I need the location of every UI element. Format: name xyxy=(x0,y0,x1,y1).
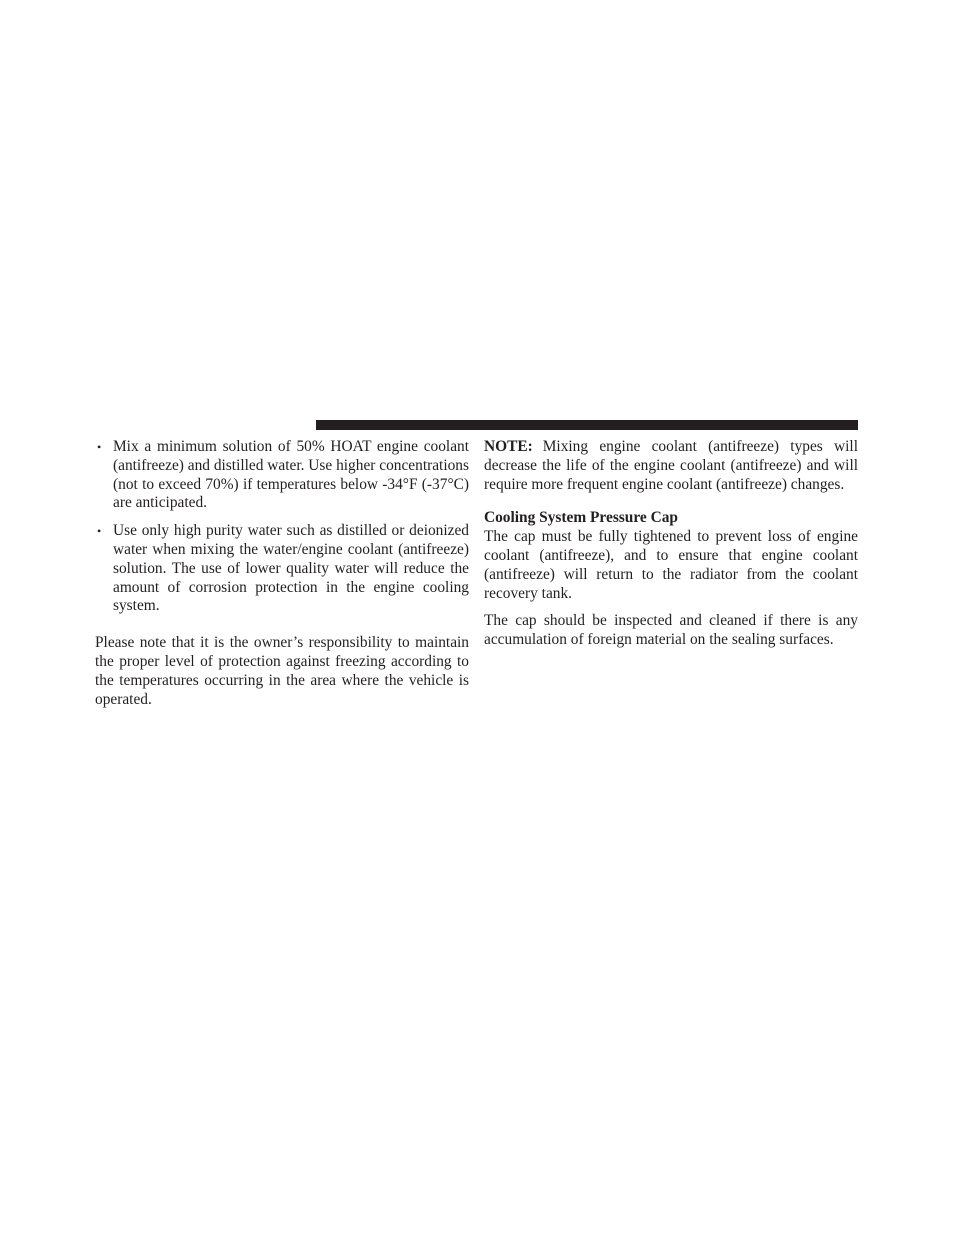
bullet-icon: • xyxy=(97,524,102,539)
list-item xyxy=(95,522,469,616)
left-column xyxy=(95,438,469,718)
bullet-icon: • xyxy=(97,440,102,454)
header-rule xyxy=(316,420,858,430)
responsibility-paragraph: Please note that it is the owner’s responsibility to maintain the proper level of protection against freezing according to the temperatures occurring in the area where the vehicle is operated. xyxy=(95,634,469,708)
cap-paragraph: The cap must be fully tightened to prevent loss of engine coolant (antifreeze), and to ensure that engine coolant (antifreeze) will return to the radiator from the coolant recovery tank. xyxy=(484,528,858,602)
note-text: Mixing engine coolant (antifreeze) types will decrease the life of the engine coolant (antifreeze) and will require more frequent engine coolant (antifreeze) changes. xyxy=(484,438,858,493)
note-paragraph xyxy=(484,438,858,494)
bullet-list xyxy=(95,438,469,616)
section-heading: Cooling System Pressure Cap xyxy=(484,509,678,527)
list-item-text: Mix a minimum solution of 50% HOAT engine coolant (antifreeze) and distilled water. Use higher concentrations (not to exceed 70%) if temperatures below -34°F (-37°C) are anticipated. xyxy=(113,438,469,512)
list-item xyxy=(95,438,469,513)
right-column xyxy=(484,438,858,659)
inspection-paragraph: The cap should be inspected and cleaned if there is any accumulation of foreign material on the sealing surfaces. xyxy=(484,612,858,649)
note-label: NOTE: xyxy=(484,438,533,455)
list-item-text: Use only high purity water such as distilled or deionized water when mixing the water/engine coolant (antifreeze) solution. The use of lower quality water will reduce the amount of corrosion protection in the engine cooling system. xyxy=(113,522,469,615)
